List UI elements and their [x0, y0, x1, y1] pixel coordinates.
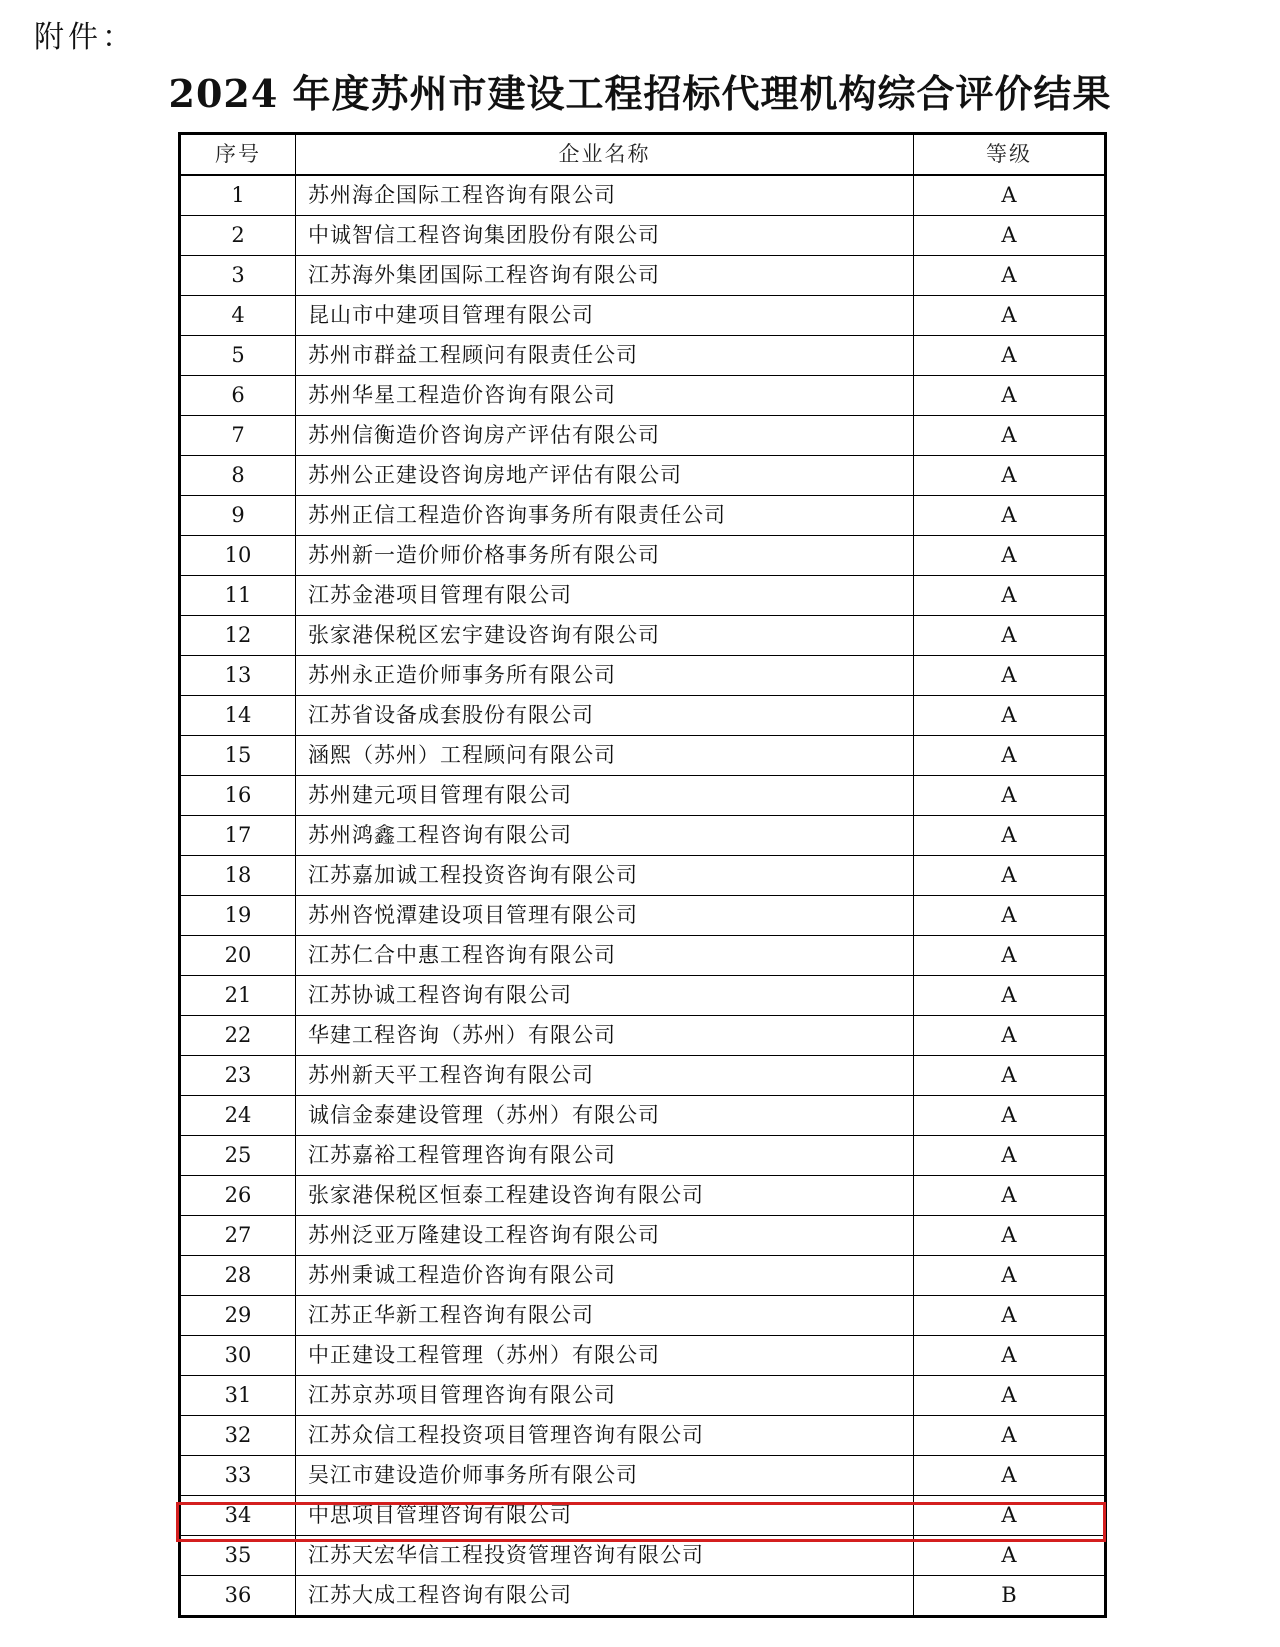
table-row [180, 936, 1106, 976]
header-serial-number: 序号 [180, 134, 296, 176]
row-serial-number: 9 [180, 496, 296, 536]
row-grade: A [914, 216, 1106, 256]
row-company-name: 苏州公正建设咨询房地产评估有限公司 [296, 456, 914, 496]
row-company-name: 江苏省设备成套股份有限公司 [296, 696, 914, 736]
row-company-name: 苏州永正造价师事务所有限公司 [296, 656, 914, 696]
row-company-name: 诚信金泰建设管理（苏州）有限公司 [296, 1096, 914, 1136]
row-serial-number: 11 [180, 576, 296, 616]
table-row [180, 976, 1106, 1016]
row-company-name: 苏州市群益工程顾问有限责任公司 [296, 336, 914, 376]
row-grade: A [914, 496, 1106, 536]
table-row [180, 1456, 1106, 1496]
row-company-name: 华建工程咨询（苏州）有限公司 [296, 1016, 914, 1056]
row-grade: A [914, 256, 1106, 296]
row-serial-number: 23 [180, 1056, 296, 1096]
row-serial-number: 28 [180, 1256, 296, 1296]
header-grade: 等级 [914, 134, 1106, 176]
table-row [180, 1496, 1106, 1536]
row-grade: A [914, 936, 1106, 976]
table-row [180, 696, 1106, 736]
row-serial-number: 22 [180, 1016, 296, 1056]
row-serial-number: 32 [180, 1416, 296, 1456]
row-grade: A [914, 416, 1106, 456]
header-company-name: 企业名称 [296, 134, 914, 176]
table-row [180, 1336, 1106, 1376]
row-serial-number: 17 [180, 816, 296, 856]
row-serial-number: 4 [180, 296, 296, 336]
row-company-name: 苏州秉诚工程造价咨询有限公司 [296, 1256, 914, 1296]
row-grade: A [914, 816, 1106, 856]
row-serial-number: 16 [180, 776, 296, 816]
row-company-name: 苏州新一造价师价格事务所有限公司 [296, 536, 914, 576]
row-grade: A [914, 1056, 1106, 1096]
row-grade: A [914, 1256, 1106, 1296]
row-company-name: 江苏正华新工程咨询有限公司 [296, 1296, 914, 1336]
row-grade: A [914, 696, 1106, 736]
table-row [180, 496, 1106, 536]
row-serial-number: 5 [180, 336, 296, 376]
row-company-name: 中诚智信工程咨询集团股份有限公司 [296, 216, 914, 256]
table-row [180, 216, 1106, 256]
row-serial-number: 24 [180, 1096, 296, 1136]
row-grade: A [914, 1496, 1106, 1536]
row-company-name: 江苏仁合中惠工程咨询有限公司 [296, 936, 914, 976]
row-serial-number: 8 [180, 456, 296, 496]
row-grade: A [914, 456, 1106, 496]
row-company-name: 江苏大成工程咨询有限公司 [296, 1576, 914, 1617]
row-serial-number: 20 [180, 936, 296, 976]
row-company-name: 江苏海外集团国际工程咨询有限公司 [296, 256, 914, 296]
row-company-name: 张家港保税区宏宇建设咨询有限公司 [296, 616, 914, 656]
row-grade: A [914, 856, 1106, 896]
row-grade: A [914, 1136, 1106, 1176]
row-grade: A [914, 1176, 1106, 1216]
row-grade: A [914, 736, 1106, 776]
row-serial-number: 1 [180, 175, 296, 216]
row-company-name: 中正建设工程管理（苏州）有限公司 [296, 1336, 914, 1376]
row-company-name: 江苏天宏华信工程投资管理咨询有限公司 [296, 1536, 914, 1576]
evaluation-results-table [178, 132, 1107, 1618]
table-row [180, 736, 1106, 776]
table-row [180, 856, 1106, 896]
row-serial-number: 7 [180, 416, 296, 456]
table-row [180, 776, 1106, 816]
table-row [180, 656, 1106, 696]
row-company-name: 苏州新天平工程咨询有限公司 [296, 1056, 914, 1096]
table-body [180, 175, 1106, 1617]
row-grade: A [914, 175, 1106, 216]
row-serial-number: 6 [180, 376, 296, 416]
table-row [180, 1416, 1106, 1456]
row-serial-number: 36 [180, 1576, 296, 1617]
row-grade: A [914, 1536, 1106, 1576]
row-serial-number: 27 [180, 1216, 296, 1256]
row-grade: A [914, 976, 1106, 1016]
table-row [180, 175, 1106, 216]
attachment-label: 附件： [34, 20, 136, 55]
table-row [180, 896, 1106, 936]
row-serial-number: 18 [180, 856, 296, 896]
row-serial-number: 29 [180, 1296, 296, 1336]
row-grade: A [914, 656, 1106, 696]
row-serial-number: 30 [180, 1336, 296, 1376]
row-grade: A [914, 376, 1106, 416]
row-company-name: 苏州信衡造价咨询房产评估有限公司 [296, 416, 914, 456]
table-row [180, 1216, 1106, 1256]
row-serial-number: 35 [180, 1536, 296, 1576]
row-company-name: 苏州海企国际工程咨询有限公司 [296, 175, 914, 216]
row-grade: A [914, 536, 1106, 576]
table-row [180, 1136, 1106, 1176]
row-company-name: 苏州建元项目管理有限公司 [296, 776, 914, 816]
row-company-name: 涵熙（苏州）工程顾问有限公司 [296, 736, 914, 776]
row-company-name: 江苏协诚工程咨询有限公司 [296, 976, 914, 1016]
row-grade: A [914, 896, 1106, 936]
row-serial-number: 21 [180, 976, 296, 1016]
row-grade: A [914, 296, 1106, 336]
table-row [180, 1376, 1106, 1416]
row-serial-number: 14 [180, 696, 296, 736]
row-company-name: 江苏京苏项目管理咨询有限公司 [296, 1376, 914, 1416]
row-grade: A [914, 1336, 1106, 1376]
row-company-name: 吴江市建设造价师事务所有限公司 [296, 1456, 914, 1496]
row-serial-number: 26 [180, 1176, 296, 1216]
row-grade: A [914, 336, 1106, 376]
row-grade: A [914, 1296, 1106, 1336]
row-serial-number: 31 [180, 1376, 296, 1416]
row-grade: A [914, 1216, 1106, 1256]
row-company-name: 苏州鸿鑫工程咨询有限公司 [296, 816, 914, 856]
row-company-name: 苏州咨悦潭建设项目管理有限公司 [296, 896, 914, 936]
row-company-name: 苏州华星工程造价咨询有限公司 [296, 376, 914, 416]
table-header-row [180, 134, 1106, 176]
row-grade: A [914, 1096, 1106, 1136]
table-row [180, 296, 1106, 336]
row-serial-number: 10 [180, 536, 296, 576]
table-row [180, 1096, 1106, 1136]
document-title: 2024 年度苏州市建设工程招标代理机构综合评价结果 [168, 71, 1112, 116]
row-grade: A [914, 576, 1106, 616]
row-company-name: 中思项目管理咨询有限公司 [296, 1496, 914, 1536]
row-company-name: 江苏金港项目管理有限公司 [296, 576, 914, 616]
row-serial-number: 13 [180, 656, 296, 696]
table-row [180, 256, 1106, 296]
row-grade: A [914, 1456, 1106, 1496]
row-grade: A [914, 1416, 1106, 1456]
row-serial-number: 12 [180, 616, 296, 656]
table-row [180, 1256, 1106, 1296]
row-company-name: 江苏嘉裕工程管理咨询有限公司 [296, 1136, 914, 1176]
table-row [180, 376, 1106, 416]
table-row [180, 1056, 1106, 1096]
table-row [180, 816, 1106, 856]
table-row [180, 536, 1106, 576]
table-row [180, 576, 1106, 616]
row-serial-number: 19 [180, 896, 296, 936]
table-row [180, 1176, 1106, 1216]
row-company-name: 江苏众信工程投资项目管理咨询有限公司 [296, 1416, 914, 1456]
row-company-name: 苏州泛亚万隆建设工程咨询有限公司 [296, 1216, 914, 1256]
table-row [180, 1576, 1106, 1617]
table-row [180, 1016, 1106, 1056]
row-company-name: 江苏嘉加诚工程投资咨询有限公司 [296, 856, 914, 896]
row-company-name: 张家港保税区恒泰工程建设咨询有限公司 [296, 1176, 914, 1216]
row-grade: B [914, 1576, 1106, 1617]
table-row [180, 1296, 1106, 1336]
row-serial-number: 3 [180, 256, 296, 296]
row-grade: A [914, 1016, 1106, 1056]
row-grade: A [914, 1376, 1106, 1416]
row-serial-number: 2 [180, 216, 296, 256]
table-row [180, 456, 1106, 496]
table-row [180, 616, 1106, 656]
row-serial-number: 25 [180, 1136, 296, 1176]
row-serial-number: 34 [180, 1496, 296, 1536]
row-company-name: 苏州正信工程造价咨询事务所有限责任公司 [296, 496, 914, 536]
row-serial-number: 15 [180, 736, 296, 776]
row-grade: A [914, 616, 1106, 656]
row-company-name: 昆山市中建项目管理有限公司 [296, 296, 914, 336]
table-row [180, 336, 1106, 376]
row-serial-number: 33 [180, 1456, 296, 1496]
row-grade: A [914, 776, 1106, 816]
table-row [180, 416, 1106, 456]
table-row [180, 1536, 1106, 1576]
